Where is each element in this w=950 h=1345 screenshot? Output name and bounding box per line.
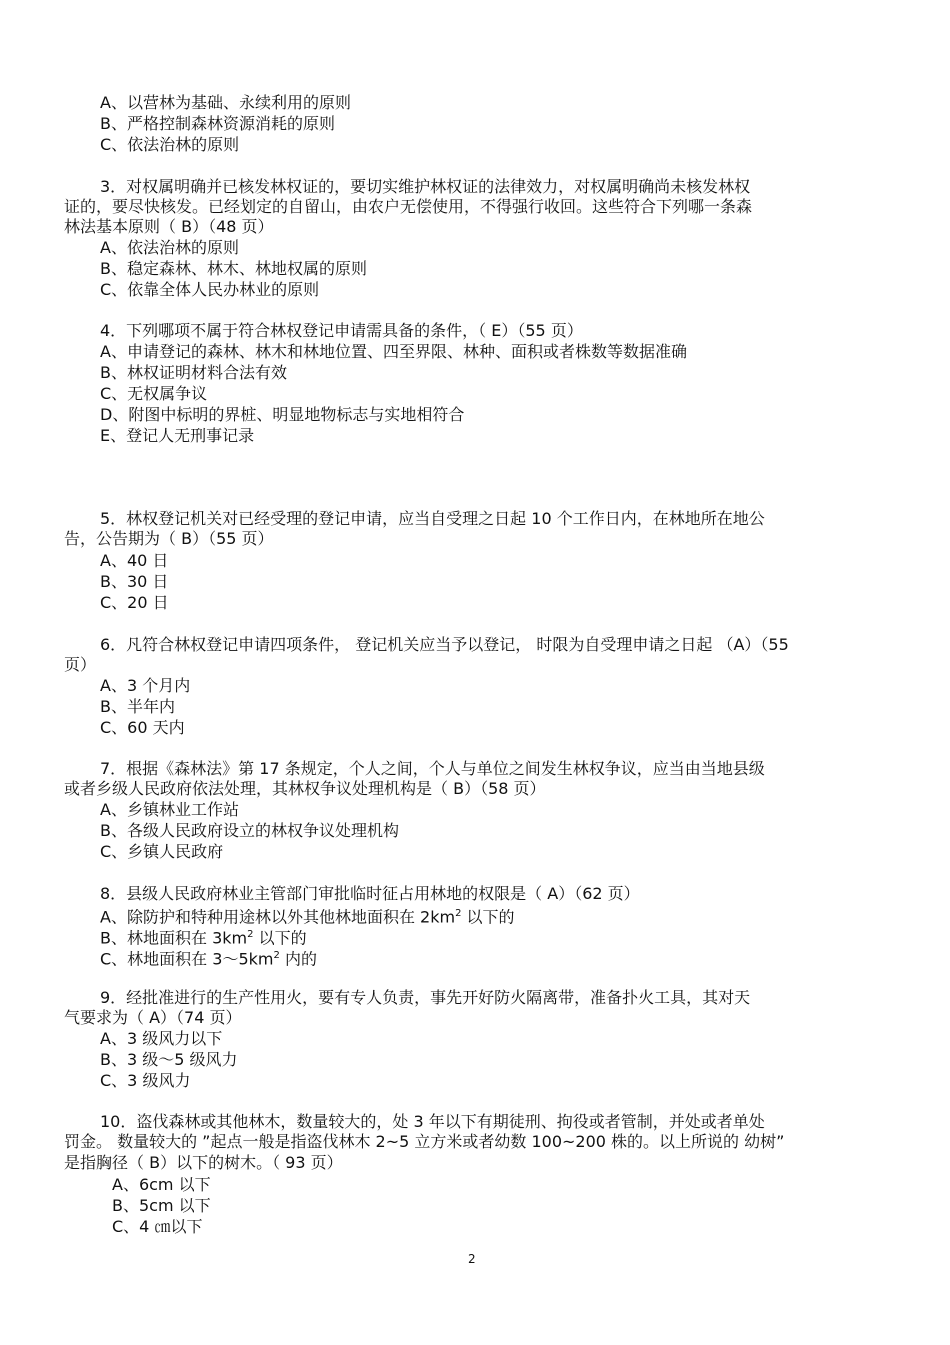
prev-option-b: B、严格控制森林资源消耗的原则 — [100, 114, 335, 133]
question-5-line-2: 告，公告期为（ B）（55 页） — [64, 529, 274, 548]
question-4-line-1: 4．下列哪项不属于符合林权登记申请需具备的条件，（ E）（55 页） — [100, 321, 583, 340]
question-8-option-c — [100, 946, 317, 969]
question-4-option-b: B、林权证明材料合法有效 — [100, 363, 287, 382]
question-3-line-1: 3．对权属明确并已核发林权证的，要切实维护林权证的法律效力，对权属明确尚未核发林权 — [100, 177, 751, 196]
question-6-option-a: A、3 个月内 — [100, 676, 191, 695]
superscript: 2 — [247, 929, 254, 940]
question-7-option-c: C、乡镇人民政府 — [100, 842, 224, 861]
question-10-line-1: 10．盗伐森林或其他林木，数量较大的，处 3 年以下有期徒刑、拘役或者管制，并处或者单处 — [100, 1112, 765, 1131]
question-4-option-e: E、登记人无刑事记录 — [100, 426, 255, 445]
prev-option-a: A、以营林为基础、永续利用的原则 — [100, 93, 351, 112]
question-10-option-c: C、4 ㎝以下 — [112, 1217, 203, 1236]
question-4-option-d: D、附图中标明的界桩、明显地物标志与实地相符合 — [100, 405, 465, 424]
question-6-option-b: B、半年内 — [100, 697, 175, 716]
question-8-line-1: 8．县级人民政府林业主管部门审批临时征占用林地的权限是（ A）（62 页） — [100, 884, 640, 903]
question-9-option-c: C、3 级风力 — [100, 1071, 191, 1090]
question-6-line-2: 页） — [64, 655, 97, 674]
question-3-line-2: 证的，要尽快核发。已经划定的自留山，由农户无偿使用，不得强行收回。这些符合下列哪一条森 — [64, 197, 753, 216]
question-4-option-c: C、无权属争议 — [100, 384, 208, 403]
question-7-line-2: 或者乡级人民政府依法处理，其林权争议处理机构是（ B）（58 页） — [64, 779, 546, 798]
question-8-option-b-suffix: 以下的 — [253, 928, 307, 948]
question-10-line-2: 罚金。 数量较大的 ”起点一般是指盗伐林木 2~5 立方米或者幼数 100~200 株的。以上所说的 幼树” — [64, 1132, 785, 1151]
question-6-option-c: C、60 天内 — [100, 718, 185, 737]
question-8-option-c-text: C、林地面积在 3～5km — [100, 949, 274, 969]
question-8-option-b — [100, 925, 307, 948]
question-5-line-1: 5．林权登记机关对已经受理的登记申请，应当自受理之日起 10 个工作日内，在林地所在地公 — [100, 509, 765, 528]
question-3-option-b: B、稳定森林、林木、林地权属的原则 — [100, 259, 367, 278]
question-8-option-a — [100, 904, 515, 927]
question-4-option-a: A、申请登记的森林、林木和林地位置、四至界限、林种、面积或者株数等数据准确 — [100, 342, 687, 361]
question-5-option-a: A、40 日 — [100, 551, 169, 570]
question-7-option-a: A、乡镇林业工作站 — [100, 800, 239, 819]
question-9-line-2: 气要求为（ A）（74 页） — [64, 1008, 242, 1027]
superscript: 2 — [455, 908, 462, 919]
question-8-option-a-suffix: 以下的 — [461, 907, 515, 927]
question-6-line-1: 6．凡符合林权登记申请四项条件， 登记机关应当予以登记， 时限为自受理申请之日起 （A）（55 — [100, 635, 789, 654]
question-5-option-c: C、20 日 — [100, 593, 169, 612]
question-5-option-b: B、30 日 — [100, 572, 169, 591]
question-10-option-b: B、5cm 以下 — [112, 1196, 211, 1215]
prev-option-c: C、依法治林的原则 — [100, 135, 240, 154]
question-9-line-1: 9．经批准进行的生产性用火，要有专人负责，事先开好防火隔离带，准备扑火工具，其对天 — [100, 988, 751, 1007]
question-8-option-a-text: A、除防护和特种用途林以外其他林地面积在 2km — [100, 907, 456, 927]
question-3-line-3: 林法基本原则（ B）（48 页） — [64, 217, 274, 236]
question-8-option-b-text: B、林地面积在 3km — [100, 928, 248, 948]
question-9-option-a: A、3 级风力以下 — [100, 1029, 223, 1048]
question-9-option-b: B、3 级～5 级风力 — [100, 1050, 238, 1069]
question-10-option-a: A、6cm 以下 — [112, 1175, 211, 1194]
question-7-line-1: 7．根据《森林法》第 17 条规定，个人之间，个人与单位之间发生林权争议，应当由当地县级 — [100, 759, 765, 778]
question-3-option-a: A、依法治林的原则 — [100, 238, 239, 257]
question-10-line-3: 是指胸径（ B）以下的树木。（ 93 页） — [64, 1153, 343, 1172]
superscript: 2 — [273, 950, 280, 961]
page-number: 2 — [468, 1252, 476, 1266]
question-8-option-c-suffix: 内的 — [279, 949, 317, 969]
question-3-option-c: C、依靠全体人民办林业的原则 — [100, 280, 320, 299]
question-7-option-b: B、各级人民政府设立的林权争议处理机构 — [100, 821, 399, 840]
